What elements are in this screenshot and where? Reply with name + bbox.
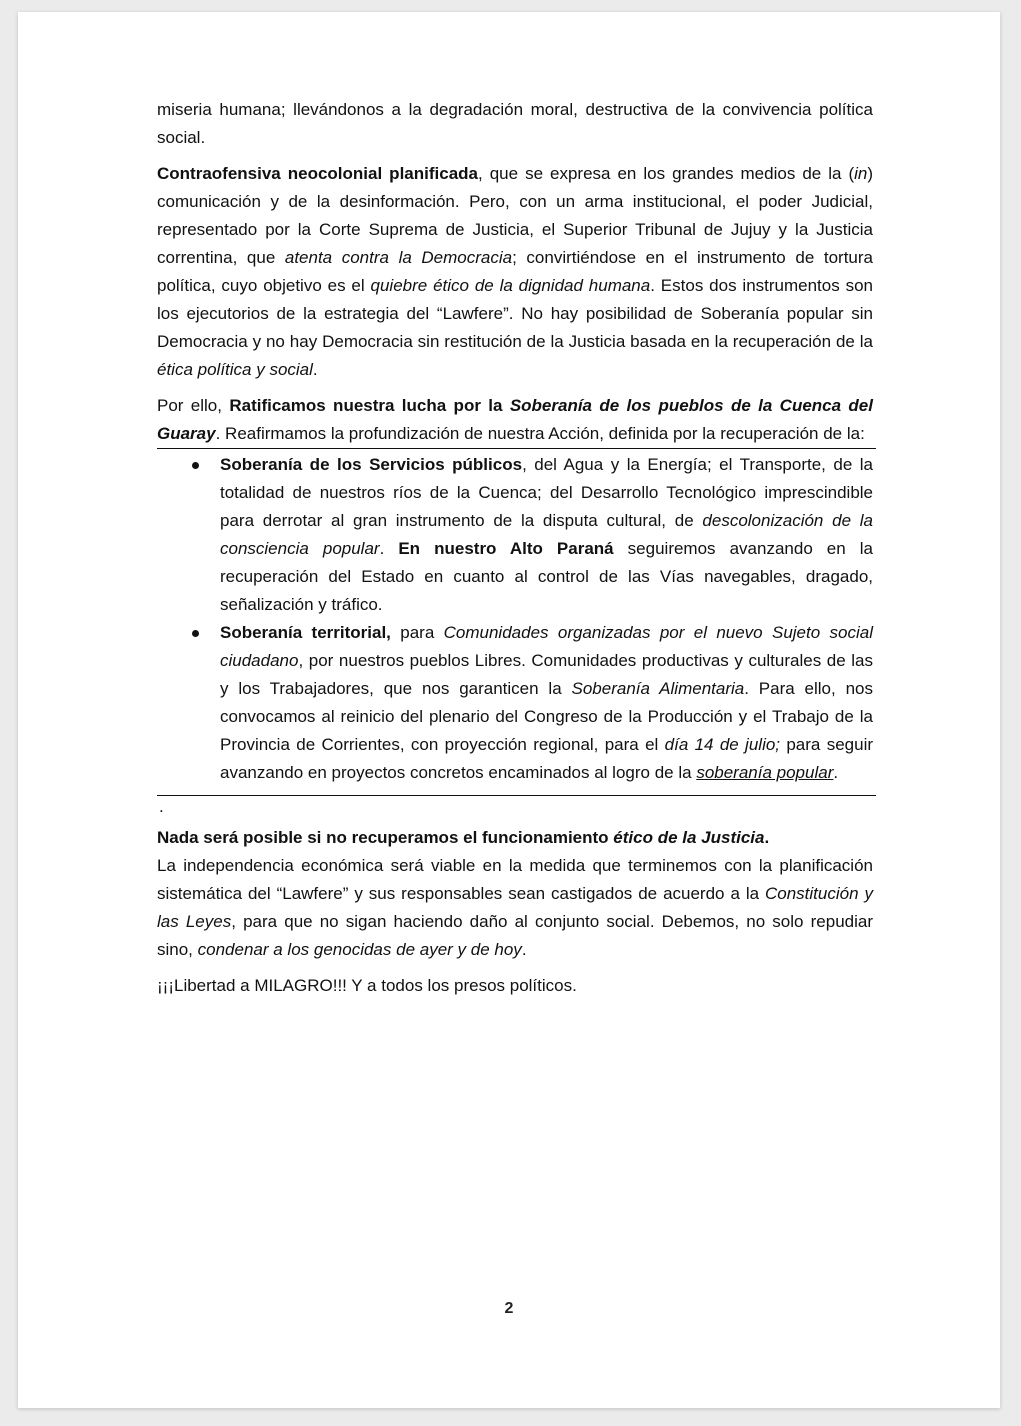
text-run: . Para ello, nos convocamos al reinicio del plenario del Congreso de la Producción y el Trabajo de la Provincia de Corrientes, con proyección regional, para el bbox=[220, 679, 873, 754]
text-run: , del Agua y la Energía; el Transporte, de la totalidad de nuestros ríos de la Cuenca; del Desarrollo Tecnológico imprescindible para derrotar al gran instrumento de la disputa cultural, de bbox=[220, 455, 874, 530]
text-run: ¡¡¡Libertad a MILAGRO!!! Y a todos los presos políticos. bbox=[157, 976, 577, 995]
italic-run: Comunidades organizadas por el nuevo Sujeto social ciudadano bbox=[220, 623, 873, 670]
text-run: . bbox=[379, 539, 399, 558]
italic-run: ética política y social bbox=[157, 360, 313, 379]
list-item bbox=[157, 619, 873, 787]
paragraph-libertad bbox=[157, 972, 873, 1000]
bold-italic-run bbox=[613, 828, 764, 847]
text-run: seguiremos avanzando en la recuperación del Estado en cuanto al control de las Vías navegables, dragado, señalización y tráfico. bbox=[220, 539, 873, 614]
italic-underline-run bbox=[696, 763, 833, 782]
list-item bbox=[157, 451, 873, 619]
italic-run: ético de la Justicia bbox=[613, 828, 765, 847]
italic-run: día 14 de julio; bbox=[664, 735, 781, 754]
bold-run: Soberanía de los Servicios públicos bbox=[220, 455, 523, 474]
bullet-list bbox=[157, 451, 873, 787]
page-number: 2 bbox=[504, 1300, 514, 1317]
text-run: . bbox=[312, 360, 318, 379]
bold-run: Ratificamos nuestra lucha por la bbox=[229, 396, 510, 415]
text-run: . Estos dos instrumentos son los ejecutorios de la estrategia del “Lawfere”. No hay posibilidad de Soberanía popular sin Democracia y no hay Democracia sin restitución de la Justicia basada en la recuperación de la bbox=[157, 276, 873, 351]
italic-run: condenar a los genocidas de ayer y de hoy bbox=[197, 940, 522, 959]
text-run: para bbox=[390, 623, 444, 642]
italic-run: quiebre ético de la dignidad humana bbox=[370, 276, 651, 295]
text-run: , por nuestros pueblos Libres. Comunidades productivas y culturales de las y los Trabajadores, que nos garanticen la bbox=[220, 651, 873, 698]
italic-run: in bbox=[854, 164, 868, 183]
italic-run: Soberanía Alimentaria bbox=[571, 679, 745, 698]
text-run: , para que no sigan haciendo daño al conjunto social. Debemos, no solo repudiar sino, bbox=[157, 912, 873, 959]
bold-run: Soberanía territorial, bbox=[220, 623, 391, 642]
text-run: Por ello, bbox=[157, 396, 230, 415]
bold-run: . bbox=[764, 828, 770, 847]
paragraph-ratificamos bbox=[157, 392, 873, 448]
text-run: , que se expresa en los grandes medios de la ( bbox=[478, 164, 855, 183]
italic-run: Soberanía de los pueblos de la Cuenca del Guaray bbox=[157, 396, 873, 443]
paragraph-continuation bbox=[157, 96, 873, 152]
document-body bbox=[157, 96, 873, 1000]
text-run: La independencia económica será viable en la medida que terminemos con la planificación sistemática del “Lawfere” y sus responsables sean castigados de acuerdo a la bbox=[157, 856, 873, 903]
text-run: . Reafirmamos la profundización de nuestra Acción, definida por la recuperación de la: bbox=[215, 424, 865, 443]
document-page bbox=[18, 12, 1000, 1408]
text-run: ; convirtiéndose en el instrumento de tortura política, cuyo objetivo es el bbox=[157, 248, 873, 295]
paragraph-contraofensiva bbox=[157, 160, 873, 384]
text-run: . bbox=[521, 940, 527, 959]
bold-run: Nada será posible si no recuperamos el funcionamiento bbox=[157, 828, 614, 847]
text-run: ) comunicación y de la desinformación. Pero, con un arma institucional, el poder Judicial, representado por la Corte Suprema de Justicia, el Superior Tribunal de Jujuy y la Justicia correntina, que bbox=[157, 164, 874, 267]
text-run: para seguir avanzando en proyectos concretos encaminados al logro de la bbox=[220, 735, 874, 782]
bold-run: Contraofensiva neocolonial planificada bbox=[157, 164, 478, 183]
text-run: . bbox=[833, 763, 839, 782]
italic-run: Constitución y las Leyes bbox=[157, 884, 873, 931]
stray-period: . bbox=[159, 797, 164, 816]
text-run: miseria humana; llevándonos a la degradación moral, destructiva de la convivencia política social. bbox=[157, 100, 873, 147]
italic-run: descolonización de la consciencia popular bbox=[220, 511, 873, 558]
bold-run: En nuestro Alto Paraná bbox=[398, 539, 614, 558]
horizontal-rule-top bbox=[157, 448, 876, 449]
underline-run: soberanía popular bbox=[696, 763, 834, 782]
paragraph-independencia bbox=[157, 852, 873, 964]
paragraph-nada-sera-posible bbox=[157, 824, 873, 852]
italic-run: atenta contra la Democracia bbox=[284, 248, 513, 267]
bullet-icon bbox=[192, 630, 199, 637]
bullet-icon bbox=[192, 462, 199, 469]
